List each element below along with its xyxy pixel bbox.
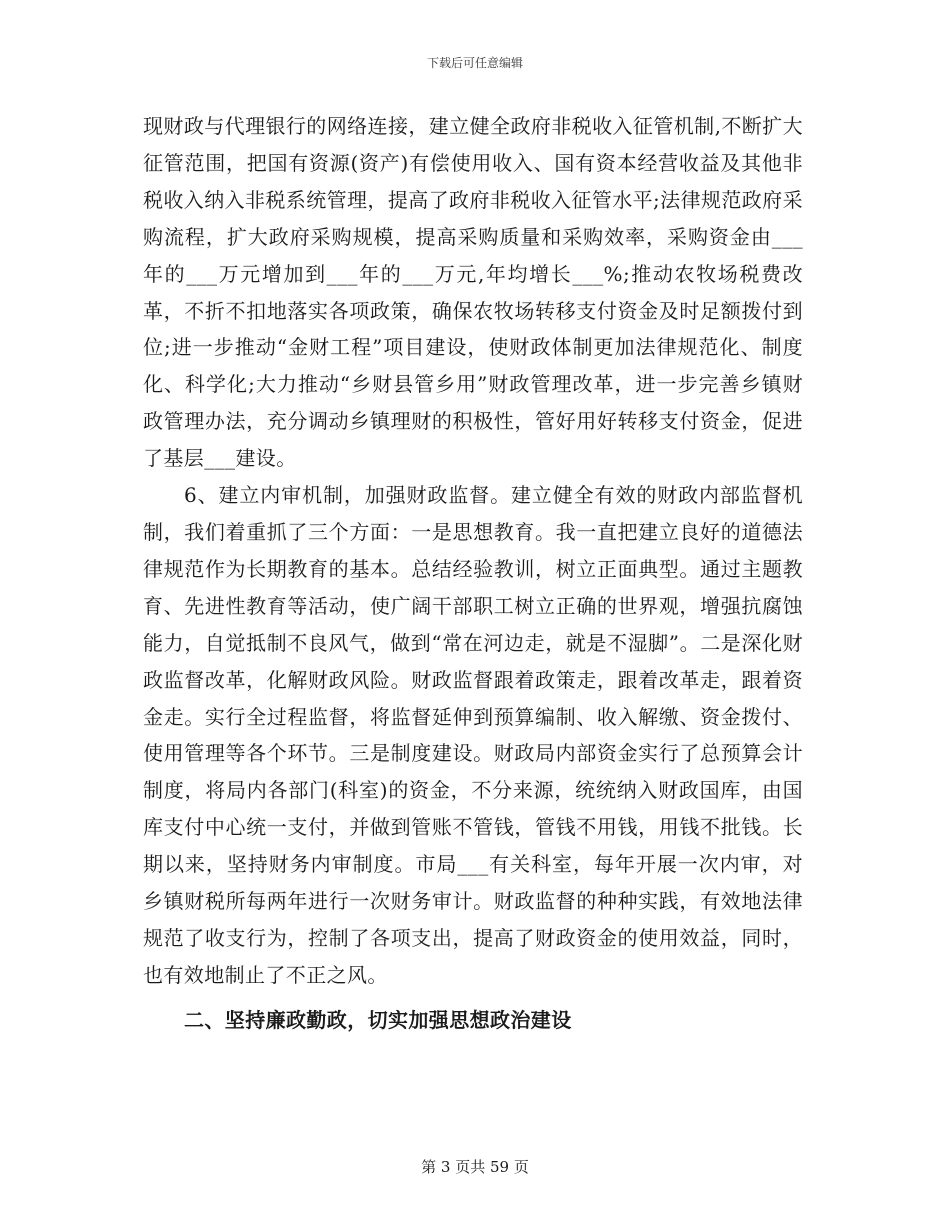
paragraph-continued: 现财政与代理银行的网络连接，建立健全政府非税收入征管机制,不断扩大征管范围，把国有资源(资产)有偿使用收入、国有资本经营收益及其他非税收入纳入非税系统管理，提高了政府非税收入征管水平;法律规范政府采购流程，扩大政府采购规模，提高采购质量和采购效率，采购资金由___年的___万元增加到___年的___万元,年均增长___%;推动农牧场税费改革，不折不扣地落实各项政策，确保农牧场转移支付资金及时足额拨付到位;进一步推动“金财工程”项目建设，使财政体制更加法律规范化、制度化、科学化;大力推动“乡财县管乡用”财政管理改革，进一步完善乡镇财政管理办法，充分调动乡镇理财的积极性，管好用好转移支付资金，促进了基层___建设。: [143, 114, 803, 471]
header-note: 下载后可任意编辑: [426, 56, 523, 70]
document-body: [143, 108, 803, 1039]
paragraph-internal-audit: 6、建立内审机制，加强财政监督。建立健全有效的财政内部监督机制，我们着重抓了三个方面：一是思想教育。我一直把建立良好的道德法律规范作为长期教育的基本。总结经验教训，树立正面典型。通过主题教育、先进性教育等活动，使广阔干部职工树立正确的世界观，增强抗腐蚀能力，自觉抵制不良风气，做到“常在河边走，就是不湿脚”。二是深化财政监督改革，化解财政风险。财政监督跟着政策走，跟着改革走，跟着资金走。实行全过程监督，将监督延伸到预算编制、收入解缴、资金拨付、使用管理等各个环节。三是制度建设。财政局内部资金实行了总预算会计制度，将局内各部门(科室)的资金，不分来源，统统纳入财政国库，由国库支付中心统一支付，并做到管账不管钱，管钱不用钱，用钱不批钱。长期以来，坚持财务内审制度。市局___有关科室，每年开展一次内审，对乡镇财税所每两年进行一次财务审计。财政监督的种种实践，有效地法律规范了收支行为，控制了各项支出，提高了财政资金的使用效益，同时，也有效地制止了不正之风。: [143, 483, 803, 987]
section-heading: 二、坚持廉政勤政，切实加强思想政治建设: [184, 1007, 572, 1032]
page-number: 第 3 页共 59 页: [421, 1158, 529, 1176]
